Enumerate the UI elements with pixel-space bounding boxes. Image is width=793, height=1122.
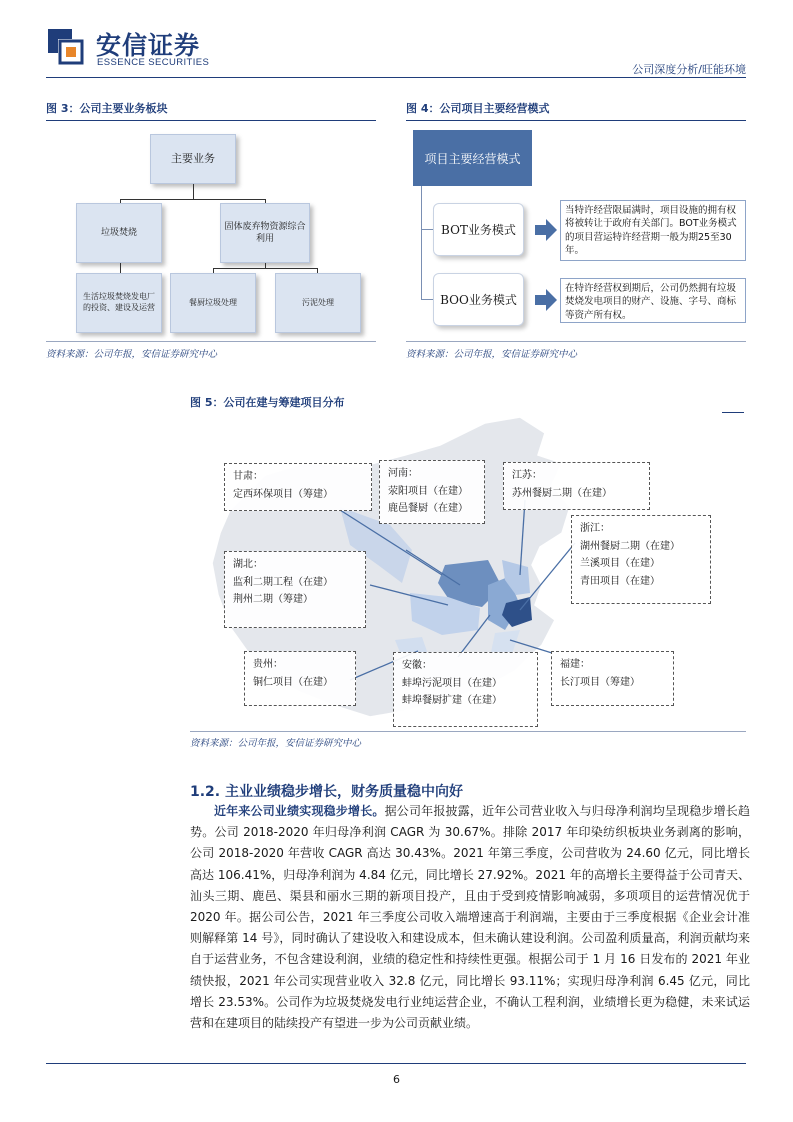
fig4-connector — [421, 299, 433, 300]
guizhou-project: 铜仁项目（在建） — [253, 676, 333, 688]
section-lead: 近年来公司业绩实现稳步增长。 — [214, 804, 385, 818]
map-label-gansu — [224, 463, 372, 511]
fig3-l2-power-plant: 生活垃圾焚烧发电厂的投资、建设及运营 — [76, 273, 162, 333]
logo-english-name: ESSENCE SECURITIES — [97, 57, 210, 68]
henan-project: 荥阳项目（在建） — [388, 485, 468, 497]
anhui-province: 安徽： — [402, 660, 432, 671]
fig3-l1-solid-waste: 固体废弃物资源综合利用 — [220, 203, 310, 263]
logo-chinese-name: 安信证券 — [96, 31, 201, 60]
fig4-bottom-rule — [406, 341, 746, 342]
fig3-connector — [213, 268, 317, 269]
fig3-l1-incineration: 垃圾焚烧 — [76, 203, 162, 263]
fig5-title: 图 5：公司在建与筹建项目分布 — [190, 396, 345, 409]
fig3-root-box: 主要业务 — [150, 134, 236, 184]
fig4-head-box: 项目主要经营模式 — [413, 130, 532, 186]
fig4-bot-desc: 当特许经营限届满时，项目设施的拥有权将被转让于政府有关部门。BOT业务模式的项目营运特许经营期一般为期25至30年。 — [560, 200, 746, 261]
map-label-hubei — [224, 551, 366, 628]
jiangsu-province: 江苏： — [512, 470, 542, 481]
fig4-source: 资料来源：公司年报，安信证券研究中心 — [406, 349, 578, 360]
fig5-rule — [722, 412, 744, 413]
fig3-connector — [120, 263, 121, 273]
fig4-boo-box: BOO业务模式 — [433, 273, 524, 326]
map-label-zhejiang — [571, 515, 711, 604]
henan-province: 河南： — [388, 468, 418, 479]
gansu-province: 甘肃： — [233, 471, 263, 482]
fig3-l2-kitchen-waste: 餐厨垃圾处理 — [170, 273, 256, 333]
fig3-bottom-rule — [46, 341, 376, 342]
hubei-project: 监利二期工程（在建） — [233, 576, 333, 588]
zhejiang-province: 浙江： — [580, 523, 610, 534]
fig4-bot-box: BOT业务模式 — [433, 203, 524, 256]
fig4-arrow-icon — [535, 289, 557, 311]
section-body — [190, 801, 750, 1034]
fig3-connector — [193, 184, 194, 199]
zhejiang-project: 青田项目（在建） — [580, 575, 660, 587]
fig3-rule — [46, 120, 376, 121]
jiangsu-project: 苏州餐厨二期（在建） — [512, 487, 612, 499]
henan-project: 鹿邑餐厨（在建） — [388, 503, 468, 514]
company-logo-icon — [46, 27, 84, 65]
anhui-project: 蚌埠餐厨扩建（在建） — [402, 695, 502, 706]
fig3-title: 图 3：公司主要业务板块 — [46, 102, 168, 115]
page-number: 6 — [393, 1073, 400, 1086]
fig3-source: 资料来源：公司年报，安信证券研究中心 — [46, 349, 218, 360]
anhui-project: 蚌埠污泥项目（在建） — [402, 677, 502, 689]
footer-divider — [46, 1063, 746, 1064]
fig3-l2-sludge: 污泥处理 — [275, 273, 361, 333]
map-label-guizhou — [244, 651, 356, 706]
hubei-province: 湖北： — [233, 559, 263, 570]
fig3-connector — [120, 199, 265, 200]
fig4-connector — [421, 186, 422, 299]
fig4-connector — [421, 229, 433, 230]
gansu-project: 定西环保项目（筹建） — [233, 488, 333, 500]
fujian-province: 福建： — [560, 659, 590, 670]
guizhou-province: 贵州： — [253, 659, 283, 670]
fig4-boo-desc: 在特许经营权到期后，公司仍然拥有垃圾焚烧发电项目的财产、设施、字号、商标等资产所有权。 — [560, 278, 746, 323]
fig4-title: 图 4：公司项目主要经营模式 — [406, 102, 550, 115]
fig5-bottom-rule — [190, 731, 746, 732]
zhejiang-project: 湖州餐厨二期（在建） — [580, 540, 680, 552]
fig5-source: 资料来源：公司年报，安信证券研究中心 — [190, 738, 362, 749]
zhejiang-project: 兰溪项目（在建） — [580, 558, 660, 569]
map-label-henan — [379, 460, 485, 524]
fig4-rule — [406, 120, 746, 121]
report-type: 公司深度分析/旺能环境 — [632, 63, 746, 76]
map-label-jiangsu — [503, 462, 650, 510]
section-paragraph: 据公司年报披露，近年公司营业收入与归母净利润均呈现稳步增长趋势。公司 2018-2020 年归母净利润 CAGR 为 30.67%。排除 2017 年印染纺织板块业务剥离的影响，公司 2018-2020 年营收 CAGR 高达 30.43%。2021 年第三季度，公司营收为 24.60 亿元，同比增长高达 106.41%，归母净利润为 4.84 亿元，同比增长 27.92%。2021 年的高增长主要得益于公司青天、汕头三期、鹿邑、渠县和丽水三期的新项目投产，且由于受到疫情影响减弱，多项项目的运营情况优于 2020 年。据公司公告，2021 年三季度公司收入端增速高于利润端，主要由于三季度根据《企业会计准则解释第 14 号》，同时确认了建设收入和建设成本，但未确认建设利润。公司盈利质量高，利润贡献均来自于运营业务，不包含建设利润，业绩的稳定性和持续性更强。根据公司于 1 月 16 日发布的 2021 年业绩快报，2021 年公司实现营业收入 32.8 亿元，同比增长 93.11%；实现归母净利润 6.45 亿元，同比增长 23.53%。公司作为垃圾焚烧发电行业纯运营企业，不确认工程利润，业绩增长更为稳健，未来试运营和在建项目的陆续投产有望进一步为公司贡献业绩。 — [190, 804, 750, 1031]
header-divider — [46, 77, 746, 78]
map-label-fujian — [551, 651, 674, 706]
fig4-arrow-icon — [535, 219, 557, 241]
fujian-project: 长汀项目（筹建） — [560, 676, 640, 688]
section-title: 1.2. 主业业绩稳步增长，财务质量稳中向好 — [190, 784, 463, 800]
map-label-anhui — [393, 652, 538, 727]
hubei-project: 荆州二期（筹建） — [233, 594, 313, 605]
